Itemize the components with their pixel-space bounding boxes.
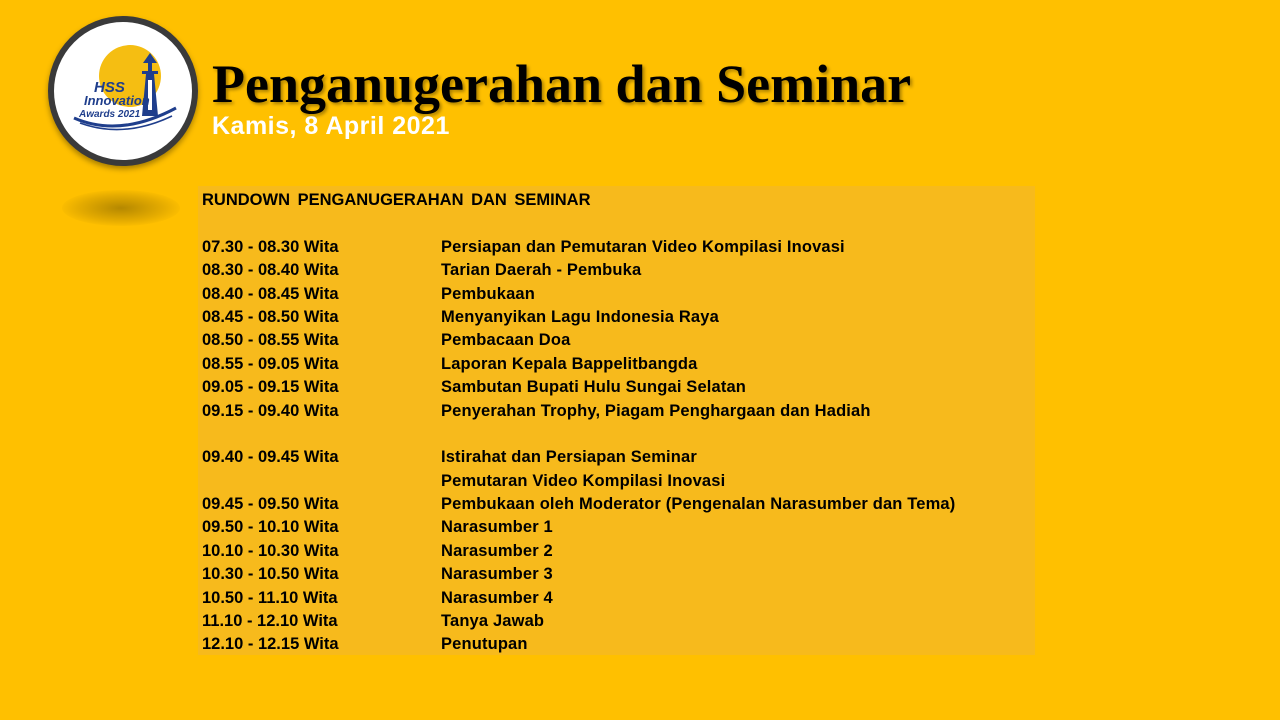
- rundown-time: 09.15 - 09.40 Wita: [202, 401, 339, 420]
- rundown-row: [202, 587, 1035, 610]
- rundown-panel: [198, 186, 1035, 655]
- rundown-activity: Pembukaan: [441, 284, 535, 303]
- logo-text-hss: HSS: [94, 79, 125, 96]
- rundown-activity: Pembacaan Doa: [441, 331, 571, 350]
- rundown-activity: Narasumber 2: [441, 541, 553, 560]
- rundown-time: 09.05 - 09.15 Wita: [202, 378, 339, 397]
- rundown-time: 07.30 - 08.30 Wita: [202, 237, 339, 256]
- page-title: Penganugerahan dan Seminar: [212, 54, 912, 114]
- rundown-row: [202, 400, 1035, 423]
- rundown-row: [202, 306, 1035, 329]
- rundown-activity: Pemutaran Video Kompilasi Inovasi: [441, 471, 726, 490]
- rundown-row: [202, 633, 1035, 656]
- rundown-time: 11.10 - 12.10 Wita: [202, 612, 338, 631]
- rundown-time: 10.30 - 10.50 Wita: [202, 565, 339, 584]
- rundown-activity: Narasumber 3: [441, 565, 553, 584]
- rundown-row: [202, 540, 1035, 563]
- rundown-row: [202, 516, 1035, 539]
- logo-text-awards: Awards 2021: [79, 109, 141, 120]
- rundown-row: [202, 259, 1035, 282]
- event-date: Kamis, 8 April 2021: [212, 112, 450, 140]
- logo-text-innovation: Innovation: [84, 93, 150, 108]
- rundown-time: 08.40 - 08.45 Wita: [202, 284, 339, 303]
- rundown-time: 10.50 - 11.10 Wita: [202, 588, 338, 607]
- rundown-activity: Istirahat dan Persiapan Seminar: [441, 448, 697, 467]
- rundown-activity: Menyanyikan Lagu Indonesia Raya: [441, 307, 719, 326]
- rundown-row: [202, 423, 1035, 446]
- rundown-row: [202, 353, 1035, 376]
- rundown-row: [202, 563, 1035, 586]
- rundown-row: [202, 329, 1035, 352]
- rundown-time: 08.30 - 08.40 Wita: [202, 261, 339, 280]
- rundown-activity: Penyerahan Trophy, Piagam Penghargaan dan Hadiah: [441, 401, 871, 420]
- rundown-time: [202, 423, 441, 446]
- rundown-row: [202, 283, 1035, 306]
- hss-innovation-awards-logo: [48, 16, 198, 166]
- rundown-time: 10.10 - 10.30 Wita: [202, 541, 339, 560]
- logo-shadow: [62, 190, 180, 226]
- rundown-row: [202, 376, 1035, 399]
- rundown-time: 08.55 - 09.05 Wita: [202, 354, 339, 373]
- rundown-activity: Narasumber 1: [441, 518, 553, 537]
- rundown-activity: Penutupan: [441, 635, 528, 654]
- rundown-time: 09.50 - 10.10 Wita: [202, 518, 339, 537]
- rundown-activity: Sambutan Bupati Hulu Sungai Selatan: [441, 378, 747, 397]
- rundown-time: 09.40 - 09.45 Wita: [202, 448, 339, 467]
- rundown-activity: Narasumber 4: [441, 588, 553, 607]
- rundown-list: [202, 212, 1035, 656]
- rundown-time: 08.45 - 08.50 Wita: [202, 307, 339, 326]
- rundown-activity: Pembukaan oleh Moderator (Pengenalan Narasumber dan Tema): [441, 495, 956, 514]
- rundown-time: 09.45 - 09.50 Wita: [202, 495, 339, 514]
- rundown-time: [202, 212, 441, 235]
- rundown-time: [202, 470, 441, 493]
- rundown-row: [202, 610, 1035, 633]
- rundown-activity: Tanya Jawab: [441, 612, 545, 631]
- rundown-time: 12.10 - 12.15 Wita: [202, 635, 339, 654]
- rundown-heading: RUNDOWN PENGANUGERAHAN DAN SEMINAR: [202, 191, 591, 209]
- rundown-row: [202, 212, 1035, 235]
- rundown-time: 08.50 - 08.55 Wita: [202, 331, 339, 350]
- rundown-row: [202, 493, 1035, 516]
- rundown-row: [202, 470, 1035, 493]
- rundown-activity: Tarian Daerah - Pembuka: [441, 261, 642, 280]
- rundown-row: [202, 446, 1035, 469]
- rundown-row: [202, 236, 1035, 259]
- rundown-activity: Laporan Kepala Bappelitbangda: [441, 354, 698, 373]
- rundown-activity: Persiapan dan Pemutaran Video Kompilasi Inovasi: [441, 237, 845, 256]
